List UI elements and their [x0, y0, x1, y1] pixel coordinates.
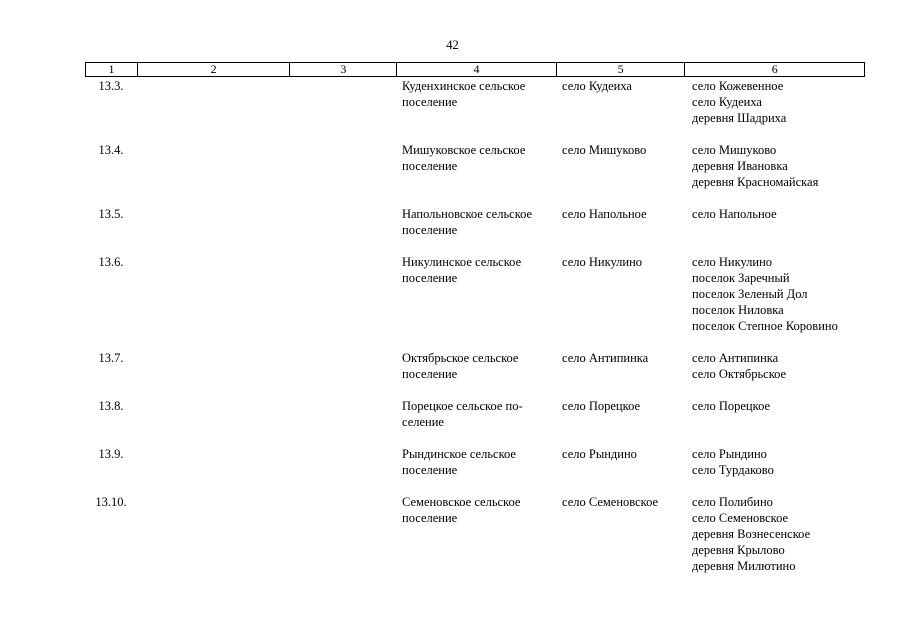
locality-item: деревня Крылово [692, 543, 785, 557]
settlement-name-line: поселение [402, 511, 458, 525]
column-3-cell [290, 494, 397, 574]
settlement-name-line: Мишуковское сельское [402, 143, 526, 157]
row-number: 13.7. [98, 351, 124, 365]
column-3-cell [290, 446, 397, 478]
settlement-name [397, 142, 557, 190]
row-number: 13.10. [95, 495, 127, 509]
localities-list [686, 350, 865, 382]
settlement-name-line: Напольновское сельское [402, 207, 533, 221]
settlement-name-line: Семеновское сельское [402, 495, 521, 509]
column-3-cell [290, 350, 397, 382]
locality-item: поселок Степное Коровино [692, 319, 838, 333]
locality-item: деревня Милютино [692, 559, 796, 573]
table-row [85, 446, 865, 478]
settlement-name-line: Рындинское сельское [402, 447, 516, 461]
settlement-name-line: поселение [402, 367, 458, 381]
administrative-center: село Семеновское [562, 495, 659, 509]
locality-item: деревня Шадриха [692, 111, 787, 125]
locality-item: село Никулино [692, 255, 773, 269]
localities-list [686, 494, 865, 574]
locality-item: село Порецкое [692, 399, 771, 413]
table-row [85, 398, 865, 430]
page-number: 42 [446, 38, 459, 52]
localities-list [686, 254, 865, 334]
table-body [85, 78, 865, 590]
locality-item: село Напольное [692, 207, 777, 221]
localities-list [686, 398, 865, 430]
localities-list [686, 78, 865, 126]
administrative-center: село Мишуково [562, 143, 647, 157]
table-row [85, 78, 865, 126]
column-2-cell [137, 206, 290, 238]
table-row [85, 254, 865, 334]
row-number: 13.5. [98, 207, 124, 221]
settlement-name-line: поселение [402, 463, 458, 477]
table-header [85, 62, 865, 77]
settlement-name-line: Куденхинское сельское [402, 79, 526, 93]
row-number: 13.9. [98, 447, 124, 461]
table-row [85, 142, 865, 190]
column-3-cell [290, 254, 397, 334]
settlement-name-line: поселение [402, 159, 458, 173]
locality-item: село Кожевенное [692, 79, 784, 93]
locality-item: село Кудеиха [692, 95, 762, 109]
settlement-name [397, 494, 557, 574]
administrative-center: село Напольное [562, 207, 647, 221]
settlement-name [397, 206, 557, 238]
locality-item: деревня Вознесенское [692, 527, 811, 541]
locality-item: село Антипинка [692, 351, 779, 365]
locality-item: село Октябрьское [692, 367, 787, 381]
row-number: 13.3. [98, 79, 124, 93]
localities-list [686, 142, 865, 190]
locality-item: поселок Ниловка [692, 303, 784, 317]
column-3-cell [290, 206, 397, 238]
settlement-name-line: поселение [402, 95, 458, 109]
settlement-name [397, 254, 557, 334]
localities-list [686, 206, 865, 238]
settlement-name-line: поселение [402, 271, 458, 285]
settlement-name [397, 398, 557, 430]
table-row [85, 494, 865, 574]
column-header-1: 1 [86, 63, 138, 76]
settlement-name [397, 446, 557, 478]
column-2-cell [137, 78, 290, 126]
locality-item: село Турдаково [692, 463, 774, 477]
column-header-3: 3 [290, 63, 397, 76]
column-3-cell [290, 398, 397, 430]
column-header-2: 2 [138, 63, 291, 76]
locality-item: деревня Красномайская [692, 175, 819, 189]
row-number: 13.8. [98, 399, 124, 413]
localities-list [686, 446, 865, 478]
column-header-4: 4 [397, 63, 557, 76]
locality-item: поселок Заречный [692, 271, 790, 285]
table-row [85, 350, 865, 382]
locality-item: село Мишуково [692, 143, 777, 157]
locality-item: поселок Зеленый Дол [692, 287, 808, 301]
settlement-name [397, 78, 557, 126]
locality-item: деревня Ивановка [692, 159, 788, 173]
administrative-center: село Антипинка [562, 351, 649, 365]
column-2-cell [137, 350, 290, 382]
column-2-cell [137, 254, 290, 334]
settlement-name-line: Порецкое сельское по- [402, 399, 523, 413]
administrative-center: село Порецкое [562, 399, 641, 413]
column-3-cell [290, 78, 397, 126]
locality-item: село Семеновское [692, 511, 789, 525]
column-3-cell [290, 142, 397, 190]
row-number: 13.4. [98, 143, 124, 157]
settlement-name-line: поселение [402, 223, 458, 237]
column-2-cell [137, 446, 290, 478]
table-row [85, 206, 865, 238]
locality-item: село Полибино [692, 495, 773, 509]
settlement-name-line: селение [402, 415, 444, 429]
column-2-cell [137, 142, 290, 190]
settlement-name [397, 350, 557, 382]
administrative-center: село Рындино [562, 447, 637, 461]
column-2-cell [137, 494, 290, 574]
column-header-6: 6 [771, 62, 778, 76]
administrative-center: село Кудеиха [562, 79, 632, 93]
row-number: 13.6. [98, 255, 124, 269]
administrative-center: село Никулино [562, 255, 643, 269]
column-header-5: 5 [557, 63, 686, 76]
locality-item: село Рындино [692, 447, 767, 461]
settlement-name-line: Октябрьское сельское [402, 351, 519, 365]
column-2-cell [137, 398, 290, 430]
settlement-name-line: Никулинское сельское [402, 255, 522, 269]
